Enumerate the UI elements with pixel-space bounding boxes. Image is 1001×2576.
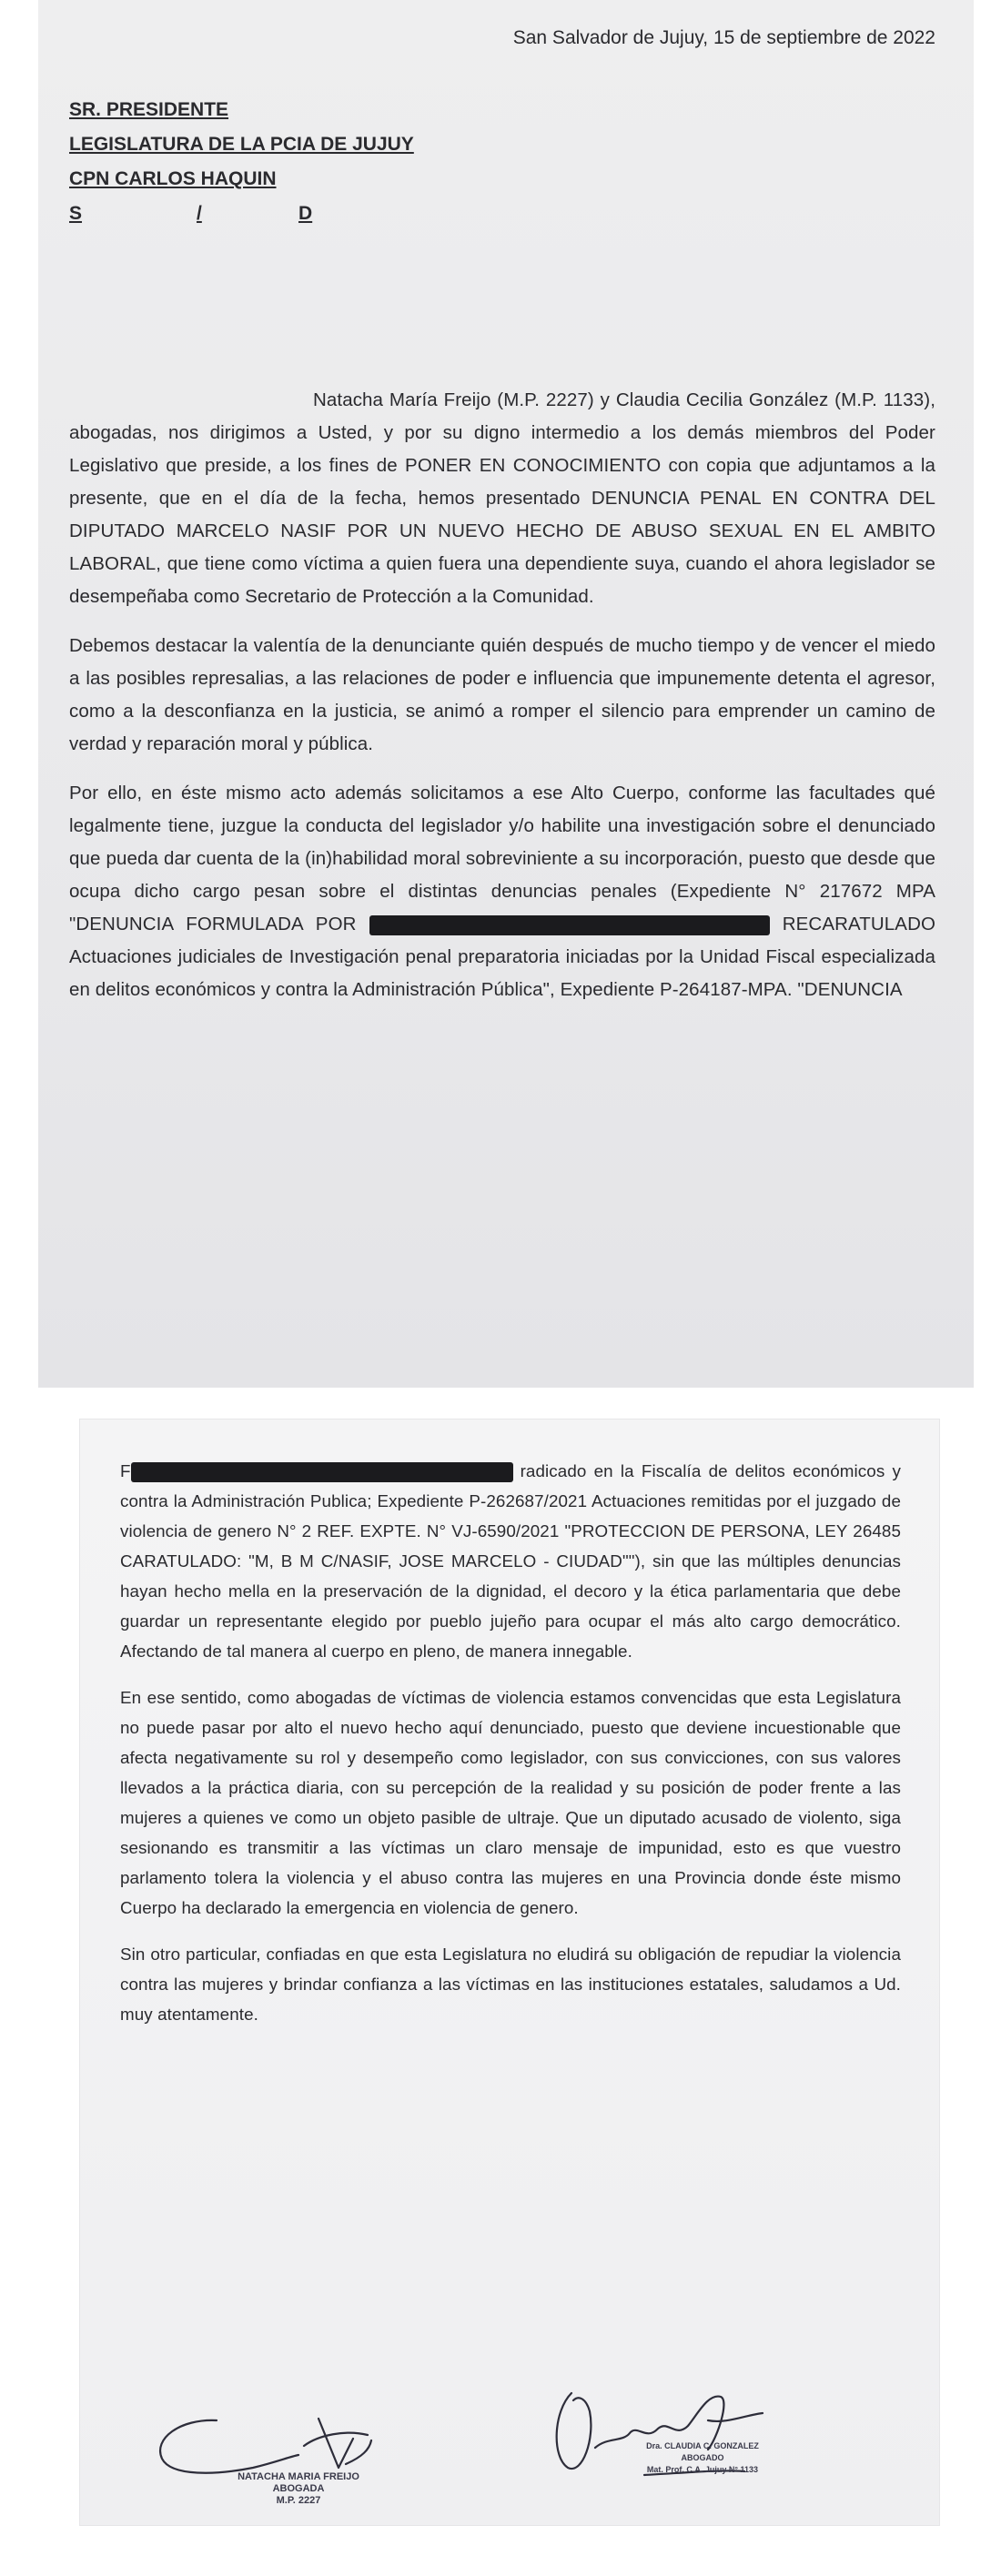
signatures (80, 2384, 939, 2525)
paragraph-4-lead: F (120, 1461, 131, 1480)
signature-right-name: Dra. CLAUDIA C. GONZALEZ (646, 2441, 759, 2450)
signature-right-block (602, 2440, 803, 2476)
sd-d: D (298, 203, 313, 224)
signature-right-mat: Mat. Prof. C.A. Jujuy N° 1133 (646, 2465, 759, 2474)
date-line: San Salvador de Jujuy, 15 de septiembre de 2022 (512, 27, 935, 48)
paragraph-5: En ese sentido, como abogadas de víctimas de violencia estamos convencidas que esta Legislatura no puede pasar por alto el nuevo hecho aquí denunciado, puesto que deviene incuestionable que afecta negativamente su rol y desempeño como legislador, con sus convicciones, con sus valores llevados a la práctica diaria, con su percepción de la realidad y su posición de poder frente a las mujeres a quienes ve como un objeto pasible de ultraje. Que un diputado acusado de violento, siga sesionando es transmitir a las víctimas un claro mensaje de impunidad, esto es que vuestro parlamento tolera la violencia y el abuso contra las mujeres en una Provincia donde éste mismo Cuerpo ha declarado la emergencia en violencia de genero. (120, 1688, 901, 1917)
sd-s: S (69, 203, 83, 224)
signature-left-mark (304, 2419, 371, 2468)
sd-slash: / (197, 203, 202, 224)
redaction-bar-1 (369, 915, 770, 935)
signature-left-name: NATACHA MARIA FREIJO (238, 2471, 359, 2482)
paragraph-6: Sin otro particular, confiadas en que esta Legislatura no eludirá su obligación de repudiar la violencia contra las mujeres y brindar confianza a las víctimas en las instituciones estatales, saludamos a Ud. muy atentamente. (120, 1945, 901, 2024)
addressee-line-1: SR. PRESIDENTE (69, 99, 229, 120)
letter-page-2 (80, 1419, 939, 2525)
paragraph-3-part-1: Por ello, en éste mismo acto además solicitamos a ese Alto Cuerpo, conforme las facultades qué legalmente tiene, juzgue la conducta del legislador y/o habilite una investigación sobre el denunciado que pueda dar cuenta de la (in)habilidad moral sobreviniente a su incorporación, puesto que desde que ocupa dicho cargo pesan sobre el distintas denuncias penales (Expediente N° 217672 MPA "DENUNCIA FORMULADA POR (69, 783, 935, 934)
signature-left-mp: M.P. 2227 (276, 2495, 321, 2506)
paragraph-1: Natacha María Freijo (M.P. 2227) y Claudia Cecilia González (M.P. 1133), abogadas, nos dirigimos a Usted, y por su digno intermedio a los demás miembros del Poder Legislativo que preside, a los fines de PONER EN CONOCIMIENTO con copia que adjuntamos a la presente, que en el día de la fecha, hemos presentado DENUNCIA PENAL EN CONTRA DEL DIPUTADO MARCELO NASIF POR UN NUEVO HECHO DE ABUSO SEXUAL EN EL AMBITO LABORAL, que tiene como víctima a quien fuera una dependiente suya, cuando el ahora legislador se desempeñaba como Secretario de Protección a la Comunidad. (69, 389, 935, 607)
signature-left-loop (160, 2420, 298, 2473)
paragraph-4-text: radicado en la Fiscalía de delitos económicos y contra la Administración Publica; Expediente P-262687/2021 Actuaciones remitidas por el juzgado de violencia de genero N° 2 REF. EXPTE. N° VJ-6590/2021 "PROTECCION DE PERSONA, LEY 26485 CARATULADO: "M, B M C/NASIF, JOSE MARCELO - CIUDAD""), sin que las múltiples denuncias hayan hecho mella en la preservación de la dignidad, el decoro y la ética parlamentaria que debe guardar un representante elegido por pueblo jujeño para ocupar el más alto cargo democrático. Afectando de tal manera al cuerpo en pleno, de manera innegable. (120, 1461, 901, 1661)
signature-right-title: ABOGADO (681, 2453, 724, 2462)
paragraph-3 (69, 777, 935, 1006)
signature-left-block (207, 2471, 389, 2507)
paragraph-3-part-2: RECARATULADO Actuaciones judiciales de Investigación penal preparatoria iniciadas por la Unidad Fiscal especializada en delitos económicos y contra la Administración Pública", Expediente P-264187-MPA. "DENUNCIA (69, 914, 936, 1000)
sd-line (69, 197, 935, 231)
addressee-line-3: CPN CARLOS HAQUIN (69, 168, 277, 189)
signature-right-loop (557, 2393, 592, 2469)
paragraph-4 (120, 1456, 901, 1666)
paragraph-2: Debemos destacar la valentía de la denunciante quién después de mucho tiempo y de vencer el miedo a las posibles represalias, a las relaciones de poder e influencia que impunemente detenta el agresor, como a la desconfianza en la justicia, se animó a romper el silencio para emprender un camino de verdad y reparación moral y pública. (69, 635, 935, 754)
signature-left-title: ABOGADA (272, 2483, 325, 2494)
addressee-line-2: LEGISLATURA DE LA PCIA DE JUJUY (69, 134, 414, 155)
letter-page-1 (38, 0, 974, 1388)
redaction-bar-2 (131, 1462, 513, 1482)
